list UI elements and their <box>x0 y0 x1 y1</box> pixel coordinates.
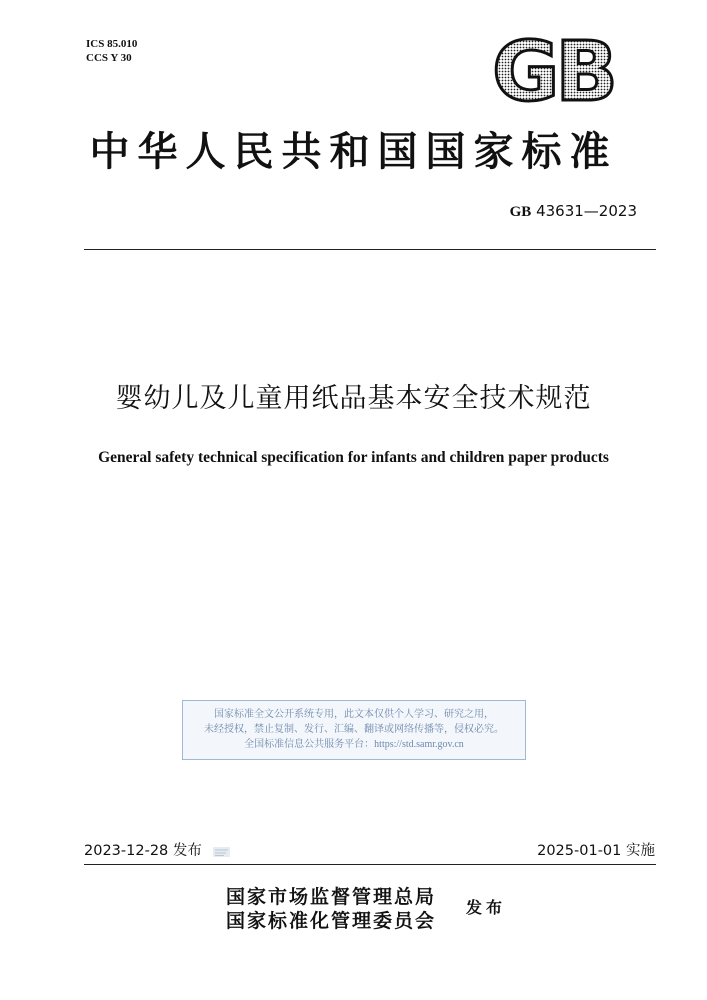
standard-code: 43631—2023 <box>536 202 637 220</box>
standard-prefix: GB <box>509 204 532 220</box>
gb-logo-icon <box>483 34 623 106</box>
standard-number <box>510 202 637 221</box>
ccs-code: CCS Y 30 <box>86 52 132 64</box>
top-divider <box>84 249 656 250</box>
issuer-sac: 国家标准化管理委员会 <box>226 911 437 932</box>
national-standard-title: 中华人民共和国国家标准 <box>89 129 618 174</box>
standard-title-chinese: 婴幼儿及儿童用纸品基本安全技术规范 <box>115 383 592 414</box>
gb-logo-text: GB <box>492 34 614 106</box>
standard-title-english: General safety technical specification for infants and children paper products <box>98 449 609 466</box>
notice-line: 未经授权，禁止复制、发行、汇编、翻译或网络传播等，侵权必究。 <box>204 724 504 735</box>
issue-date: 2023-12-28 发布 <box>84 843 202 859</box>
notice-line: 全国标准信息公共服务平台：https://std.samr.gov.cn <box>244 739 464 750</box>
notice-line: 国家标准全文公开系统专用，此文本仅供个人学习、研究之用， <box>214 709 494 720</box>
small-stamp-icon <box>213 847 230 857</box>
issuer-samr: 国家市场监督管理总局 <box>226 887 437 908</box>
copyright-notice-box <box>182 700 526 760</box>
issuer-publish-label: 发布 <box>466 900 507 917</box>
ics-code: ICS 85.010 <box>86 38 138 50</box>
bottom-divider <box>84 864 656 865</box>
implementation-date: 2025-01-01 实施 <box>537 843 655 859</box>
